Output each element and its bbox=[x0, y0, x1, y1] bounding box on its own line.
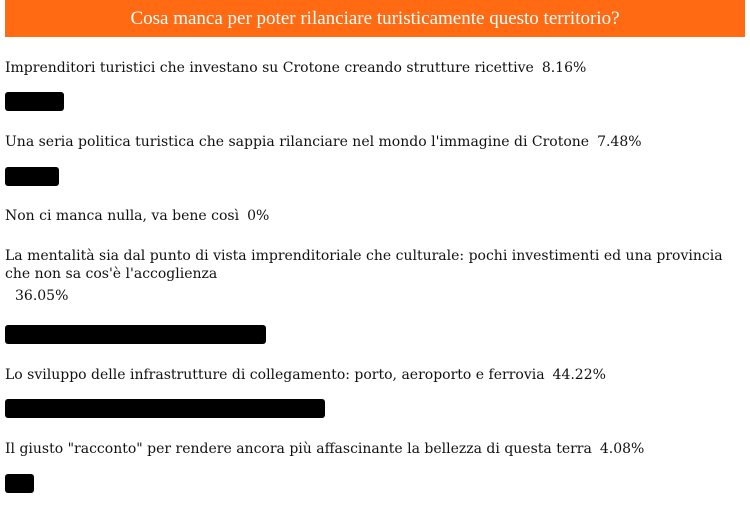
option-bar bbox=[5, 399, 325, 418]
poll-option bbox=[5, 207, 740, 225]
option-label: Imprenditori turistici che investano su Crotone creando strutture ricettive bbox=[5, 60, 534, 76]
option-percentage: 7.48% bbox=[597, 134, 642, 150]
option-percentage: 8.16% bbox=[541, 60, 587, 76]
poll-option bbox=[5, 247, 740, 305]
option-percentage: 44.22% bbox=[552, 367, 606, 383]
option-percentage: 0% bbox=[247, 208, 270, 224]
poll-option bbox=[5, 366, 740, 384]
option-percentage: 4.08% bbox=[599, 441, 645, 457]
option-bar bbox=[5, 92, 64, 111]
option-label: Non ci manca nulla, va bene così bbox=[5, 208, 240, 224]
option-bar bbox=[5, 474, 34, 493]
poll-option bbox=[5, 440, 740, 458]
option-label: Il giusto "racconto" per rendere ancora più affascinante la bellezza di questa terra bbox=[5, 441, 592, 457]
option-label: La mentalità sia dal punto di vista imprenditoriale che culturale: pochi investimenti ed una provincia che non sa cos'è l'accoglienza bbox=[5, 248, 723, 282]
option-bar bbox=[5, 167, 59, 186]
poll-option bbox=[5, 133, 740, 151]
poll-option bbox=[5, 59, 740, 77]
poll-title: Cosa manca per poter rilanciare turisticamente questo territorio? bbox=[5, 0, 745, 37]
option-label: Lo sviluppo delle infrastrutture di collegamento: porto, aeroporto e ferrovia bbox=[5, 367, 545, 383]
option-label: Una seria politica turistica che sappia rilanciare nel mondo l'immagine di Crotone bbox=[5, 134, 590, 150]
option-percentage: 36.05% bbox=[15, 288, 69, 304]
option-bar bbox=[5, 325, 266, 344]
